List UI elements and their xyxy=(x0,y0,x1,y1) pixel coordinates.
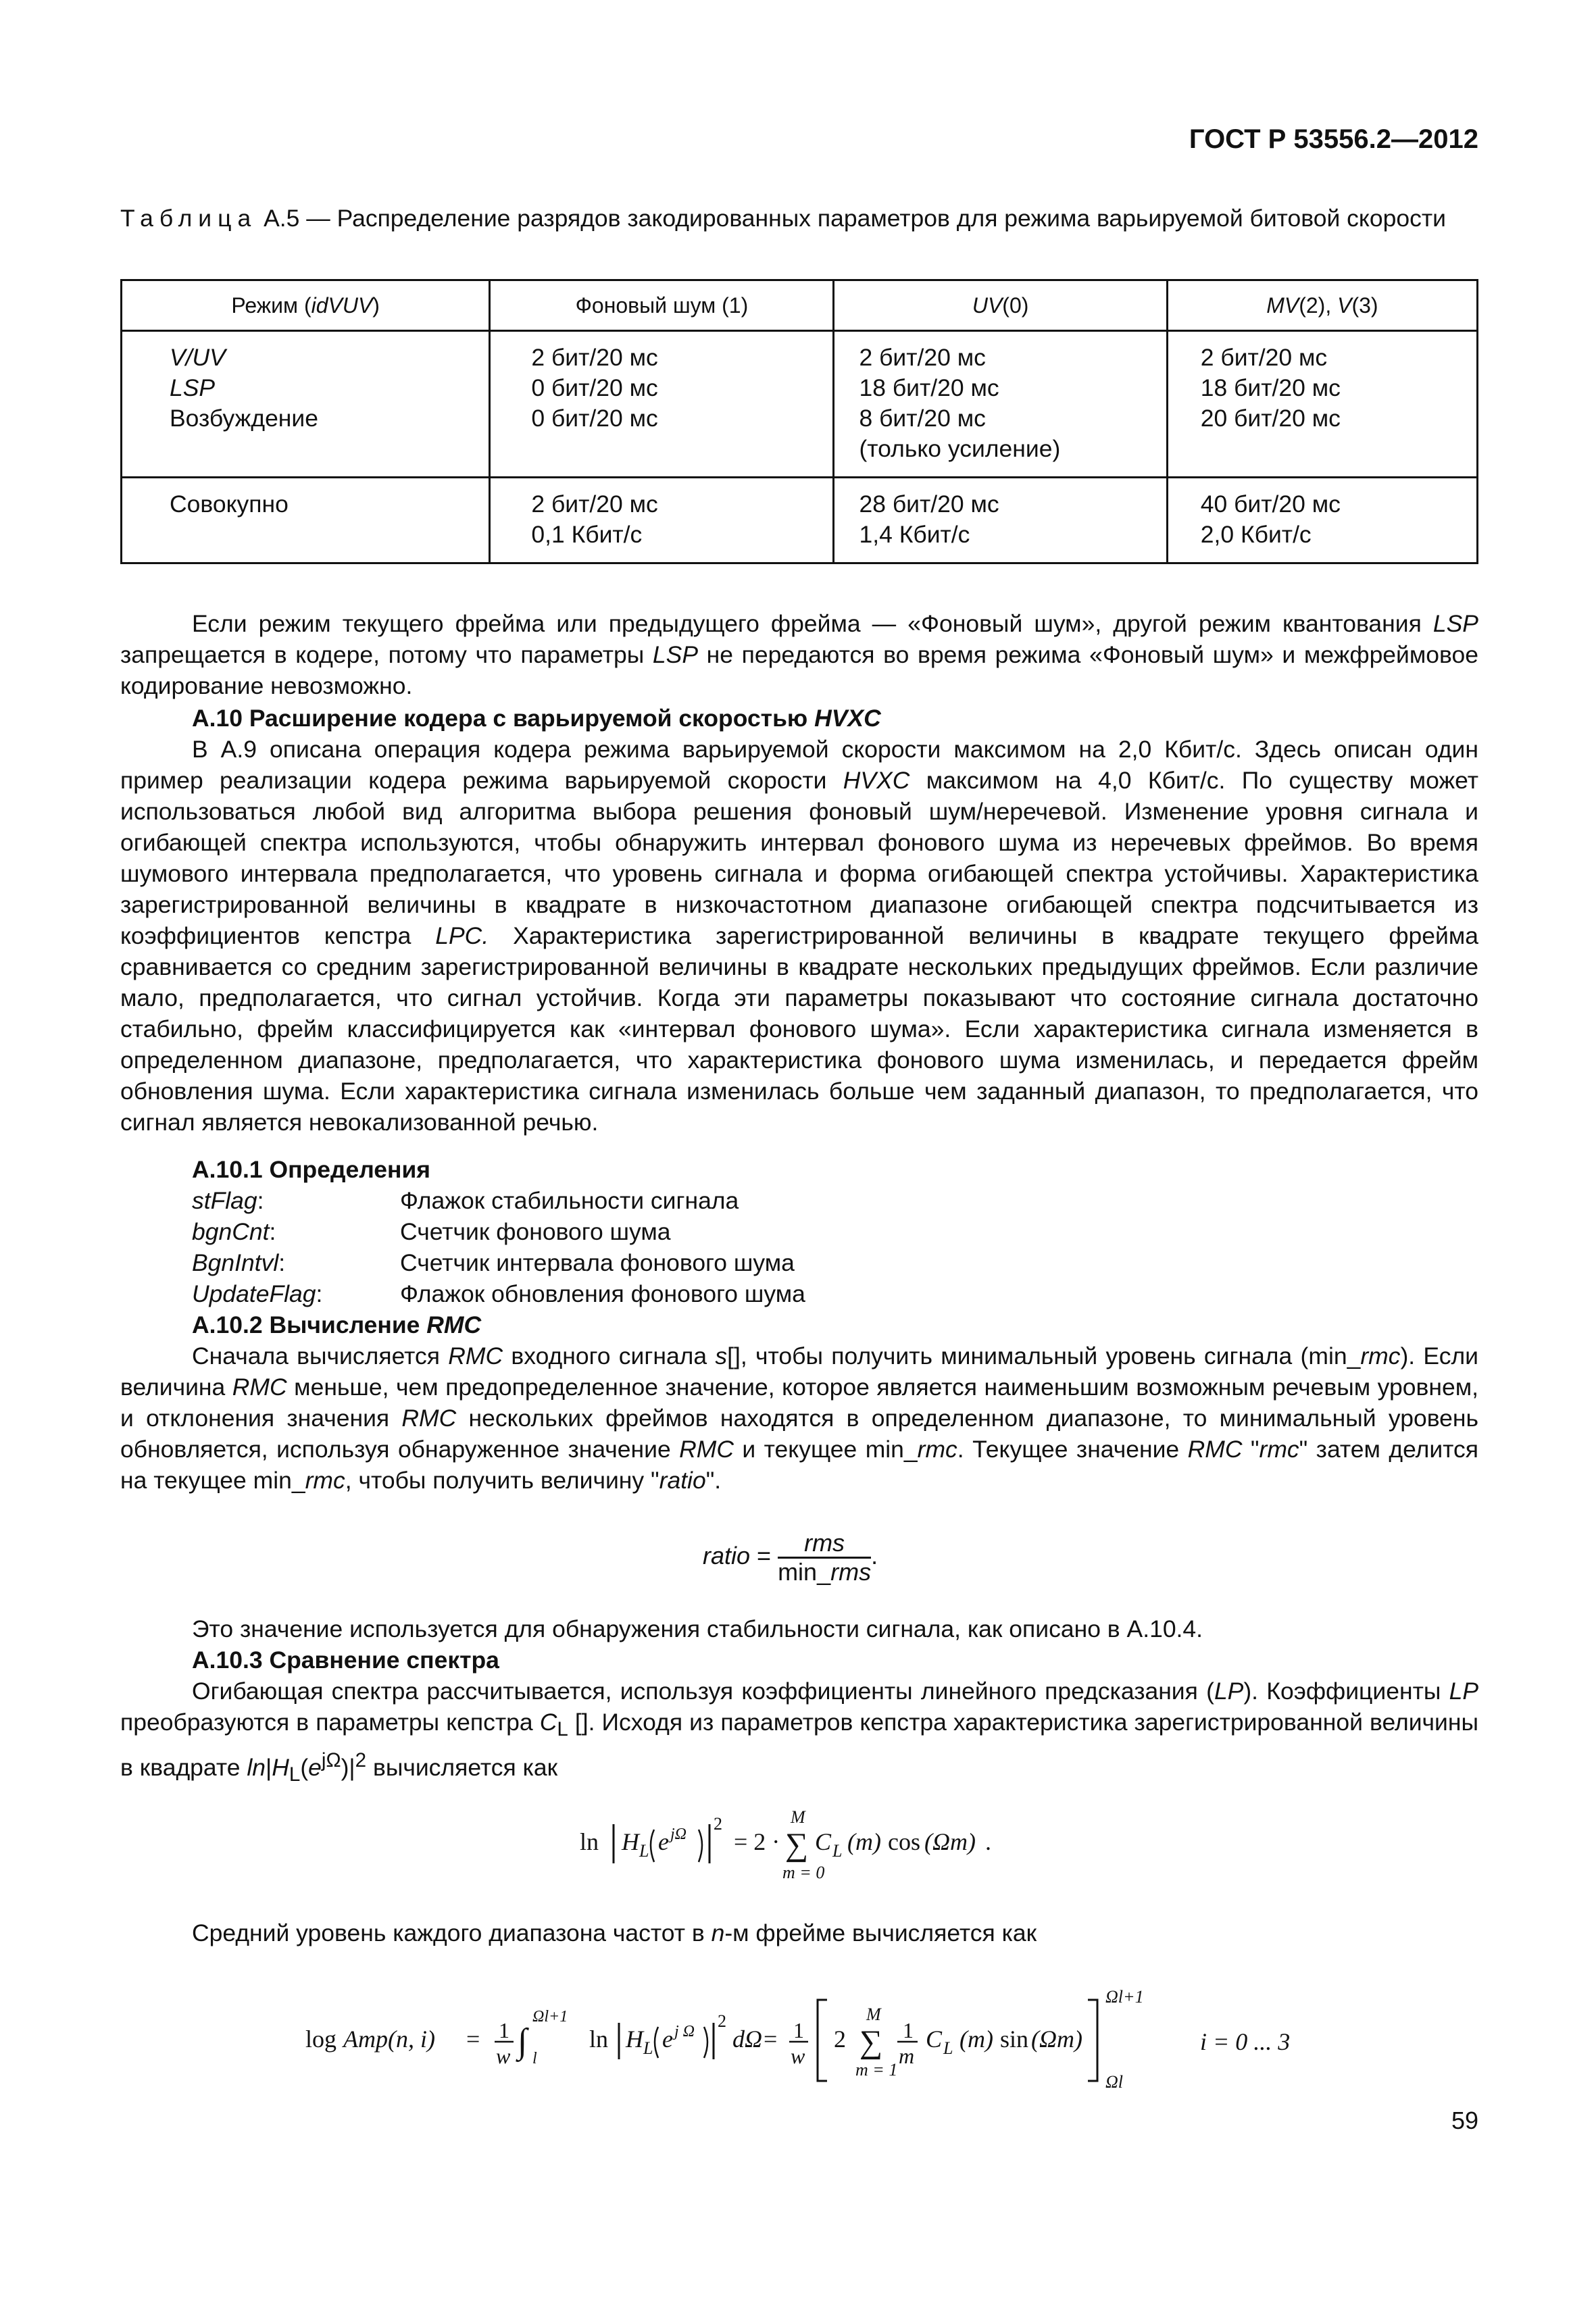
svg-text:2: 2 xyxy=(714,1814,722,1834)
table-caption xyxy=(120,203,1478,234)
heading-a10: А.10 Расширение кодера с варьируемой скоростью HVXC xyxy=(192,705,881,732)
paragraph-ratio-usage: Это значение используется для обнаружения стабильности сигнала, как описано в А.10.4. xyxy=(192,1615,1203,1642)
svg-text:ln: ln xyxy=(589,2026,609,2053)
svg-text:l: l xyxy=(532,2050,537,2067)
definition-row: UpdateFlag: Флажок обновления фонового шума xyxy=(192,1280,805,1307)
svg-text:1: 1 xyxy=(793,2018,804,2042)
bit-allocation-table xyxy=(120,279,1478,564)
svg-text:L: L xyxy=(639,1841,649,1861)
paragraph-background-noise: Если режим текущего фрейма или предыдущего фрейма — «Фоновый шум», другой режим квантования LSP запрещается в кодере, потому что параметры LSP не передаются во время режима «Фоновый шум» и межфреймовое кодирование невозможно. xyxy=(120,610,1478,699)
table-cell: Совокупно xyxy=(122,478,490,563)
table-row xyxy=(122,478,1478,563)
heading-a101: А.10.1 Определения xyxy=(192,1156,431,1183)
svg-text:(Ωm): (Ωm) xyxy=(924,1828,976,1855)
svg-text:(m): (m) xyxy=(847,1828,881,1855)
svg-text:Amp: Amp xyxy=(343,2026,388,2053)
svg-text:(Ωm): (Ωm) xyxy=(1031,2026,1083,2053)
header-mv-v: MV(2), V(3) xyxy=(1167,280,1477,331)
svg-text:L: L xyxy=(943,2038,953,2058)
svg-text:Ωl: Ωl xyxy=(1105,2072,1124,2092)
svg-text:w: w xyxy=(496,2044,511,2068)
svg-text:m: m xyxy=(899,2044,915,2068)
svg-text:e: e xyxy=(658,1828,669,1855)
svg-text:2: 2 xyxy=(834,2026,846,2053)
formula-ratio: ratio = $\frac{\text{rms}}{\text{min\_rms}}$ . xyxy=(703,1529,878,1586)
definition-row: bgnCnt: Счетчик фонового шума xyxy=(192,1218,671,1245)
table-cell: 2 бит/20 мс 0 бит/20 мс 0 бит/20 мс xyxy=(490,331,834,478)
sum-symbol: ∑ xyxy=(785,1827,809,1863)
definition-row: BgnIntvl: Счетчик интервала фонового шума xyxy=(192,1249,795,1276)
h-symbol: H xyxy=(622,1828,639,1855)
table-cell: 2 бит/20 мс 18 бит/20 мс 8 бит/20 мс (только усиление) xyxy=(834,331,1167,478)
ln-symbol: ln xyxy=(580,1828,599,1855)
table-cell: 2 бит/20 мс 0,1 Кбит/с xyxy=(490,478,834,563)
svg-text:(n, i): (n, i) xyxy=(388,2026,435,2053)
paragraph-a102: Сначала вычисляется RMC входного сигнала s[], чтобы получить минимальный уровень сигнала (min_rmc). Если величина RMC меньше, чем предопределенное значение, которое является наименьшим возможным речевым уровнем, и отклонения значения RMC нескольких фреймов находятся в определенном диапазоне, то минимальный уровень обновляется, используя обнаруженное значение RMC и текущее min_rmc. Текущее значение RMC "rmc" затем делится на текущее min_rmc, чтобы получить величину "ratio". xyxy=(120,1342,1479,1494)
svg-text:m = 1: m = 1 xyxy=(855,2060,898,2080)
svg-text:H: H xyxy=(626,2026,643,2053)
svg-text:e: e xyxy=(662,2026,673,2053)
svg-text:C: C xyxy=(815,1828,832,1855)
svg-text:1: 1 xyxy=(903,2018,914,2042)
table-row xyxy=(122,331,1478,478)
svg-text:L: L xyxy=(832,1841,843,1861)
header-mode: Режим (idVUV) xyxy=(122,280,490,331)
table-cell: 2 бит/20 мс 18 бит/20 мс 20 бит/20 мс xyxy=(1167,331,1477,478)
table-caption-word: Таблица xyxy=(120,205,257,232)
table-cell: 28 бит/20 мс 1,4 Кбит/с xyxy=(834,478,1167,563)
svg-text:=: = xyxy=(764,2026,778,2053)
integral-symbol: ∫ xyxy=(518,2022,528,2061)
table-cell: 40 бит/20 мс 2,0 Кбит/с xyxy=(1167,478,1477,563)
table-cell: V/UV LSP Возбуждение xyxy=(122,331,490,478)
svg-text:Ωl+1: Ωl+1 xyxy=(1105,1987,1144,2007)
header-background-noise: Фоновый шум (1) xyxy=(490,280,834,331)
standard-header: ГОСТ Р 53556.2—2012 xyxy=(1189,124,1478,154)
paragraph-band-level: Средний уровень каждого диапазона частот в n-м фрейме вычисляется как xyxy=(192,1919,1037,1946)
svg-text:C: C xyxy=(926,2026,943,2053)
page-number: 59 xyxy=(1451,2107,1478,2134)
formula-log-magnitude xyxy=(568,1790,1054,1892)
svg-text:sin: sin xyxy=(1000,2026,1029,2053)
svg-text:log: log xyxy=(305,2026,337,2053)
table-header-row xyxy=(122,280,1478,331)
header-uv: UV(0) xyxy=(834,280,1167,331)
paragraph-a10: В А.9 описана операция кодера режима варьируемой скорости максимом на 2,0 Кбит/с. Здесь описан один пример реализации кодера режима варьируемой скорости HVXC максимом на 4,0 Кбит/с. По существу может использоваться любой вид алгоритма выбора решения фоновый шум/неречевой. Изменение уровня сигнала и огибающей спектра используются, чтобы обнаружить интервал фонового шума из неречевых фреймов. Во время шумового интервала предполагается, что уровень сигнала и форма огибающей спектра устойчивы. Характеристика зарегистрированной величины в квадрате в низкочастотном диапазоне огибающей спектра подсчитывается из коэффициентов кепстра LPC. Характеристика зарегистрированной величины в квадрате текущего фрейма сравнивается со средним зарегистрированной величины в квадрате нескольких предыдущих фреймов. Если различие мало, предполагается, что сигнал устойчив. Когда эти параметры показывают что состояние сигнала достаточно стабильно, фрейм классифицируется как «интервал фонового шума». Если характеристика сигнала изменяется в определенном диапазоне, предполагается, что характеристика фонового шума изменилась, и передается фрейм обновления шума. Если характеристика сигнала изменилась больше чем заданный диапазон, то предполагается, что сигнал является невокализованной речью. xyxy=(120,736,1478,1136)
heading-a102: А.10.2 Вычисление RMC xyxy=(192,1311,482,1338)
definition-row: stFlag: Флажок стабильности сигнала xyxy=(192,1187,739,1214)
formula-band-amplitude xyxy=(297,1980,1351,2094)
table-caption-text: А.5 — Распределение разрядов закодированных параметров для режима варьируемой битовой скорости xyxy=(257,205,1446,232)
svg-text:2: 2 xyxy=(718,2011,726,2031)
sum-symbol: ∑ xyxy=(859,2024,883,2060)
svg-text:dΩ: dΩ xyxy=(732,2026,763,2053)
svg-text:= 2 ·: = 2 · xyxy=(734,1828,780,1855)
svg-text:M: M xyxy=(866,2005,881,2024)
svg-text:=: = xyxy=(466,2026,480,2053)
svg-text:Ωl+1: Ωl+1 xyxy=(532,2008,568,2026)
svg-text:j Ω: j Ω xyxy=(674,2023,695,2040)
heading-a103: А.10.3 Сравнение спектра xyxy=(192,1646,499,1674)
svg-text:(m): (m) xyxy=(959,2026,993,2053)
svg-text:i = 0 ... 3: i = 0 ... 3 xyxy=(1200,2028,1291,2055)
svg-text:L: L xyxy=(643,2038,653,2058)
paragraph-a103: Огибающая спектра рассчитывается, используя коэффициенты линейного предсказания (LP). Коэффициенты LP преобразуются в параметры кепстра $C_L$ []. Исходя из параметров кепстра характеристика зарегистрированной величины в квадрате $\ln|H_L(e^{j\Omega})|^2$ вычисляется как xyxy=(120,1678,1479,1786)
svg-text:.: . xyxy=(985,1828,991,1855)
svg-text:M: M xyxy=(791,1807,805,1827)
svg-text:1: 1 xyxy=(499,2018,509,2042)
svg-text:w: w xyxy=(791,2044,805,2068)
svg-text:jΩ: jΩ xyxy=(670,1826,687,1843)
svg-text:m = 0: m = 0 xyxy=(782,1863,825,1882)
svg-text:cos: cos xyxy=(888,1828,920,1855)
